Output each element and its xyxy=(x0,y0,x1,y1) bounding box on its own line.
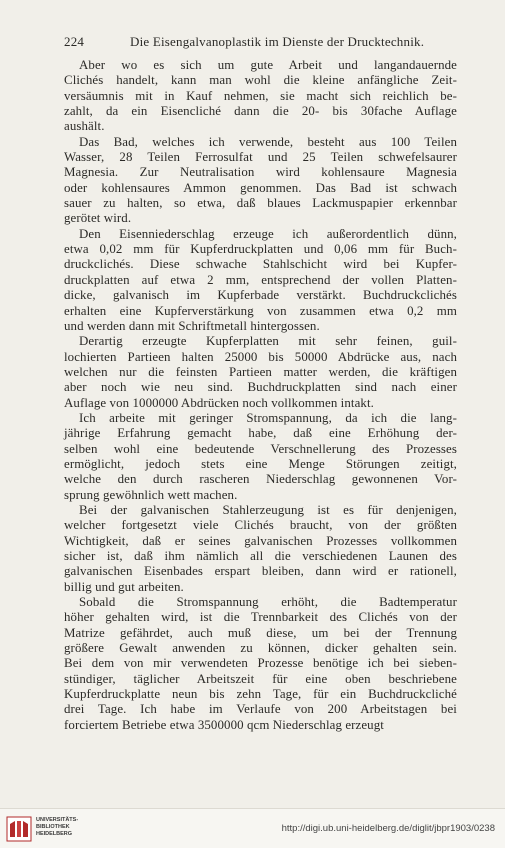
text-line: Auflage von 1000000 Abdrücken noch vollkommen intakt. xyxy=(64,395,374,410)
text-line: sicher ist, daß ihm nämlich all die verschiedenen Launen des xyxy=(64,549,457,563)
text-line: Derartig erzeugte Kupferplatten mit sehr feinen, guil- xyxy=(79,334,457,349)
text-line: jährige Erfahrung gemacht habe, daß eine Erhöhung der- xyxy=(64,426,457,441)
text-line: Ich arbeite mit geringer Stromspannung, da ich die lang- xyxy=(79,410,457,425)
paragraph xyxy=(64,135,457,227)
text-line: etwa 0,02 mm für Kupferdruckplatten und 0,06 mm für Buch- xyxy=(64,242,457,257)
text-line: Kupferdruckplatte neun bis zehn Tage, für ein Buchdruckcliché xyxy=(64,687,457,702)
library-name-line: UNIVERSITÄTS- xyxy=(36,817,79,823)
source-url-link[interactable]: http://digi.ub.uni-heidelberg.de/diglit/jbpr1903/0238 xyxy=(281,823,495,834)
library-name xyxy=(36,817,78,838)
text-line: gerötet wird. xyxy=(64,211,132,226)
text-line: größere Gewalt anwenden zu können, dicker gehalten sein. xyxy=(64,641,457,656)
text-line: versäumnis mit in Kauf nehmen, sie macht sich reichlich be- xyxy=(64,88,457,103)
paragraph xyxy=(64,227,457,334)
text-line: druckclichés. Diese schwache Stahlschicht wird bei Kupfer- xyxy=(64,257,457,272)
text-line: druckplatten auf etwa 2 mm, entsprechend der vollen Platten- xyxy=(64,272,457,287)
text-line: Matrize gefährdet, auch muß diese, um bei der Trennung xyxy=(64,625,457,640)
text-line: stündiger, täglicher Arbeitszeit für eine oben beschriebene xyxy=(64,671,457,686)
text-line: Sobald die Stromspannung erhöht, die Badtemperatur xyxy=(79,595,457,610)
text-line: Bei der galvanischen Stahlerzeugung ist es für denjenigen, xyxy=(79,502,457,517)
text-line: zahlt, da ein Eisencliché dann die 20- bis 30fache Auflage xyxy=(64,104,457,119)
text-line: Magnesia. Zur Neutralisation wird kohlensaure Magnesia xyxy=(64,165,457,180)
text-line: und werden dann mit Schriftmetall hintergossen. xyxy=(64,318,320,333)
text-line: Aber wo es sich um gute Arbeit und langandauernde xyxy=(79,58,457,72)
text-line: lochierten Partieen halten 25000 bis 50000 Abdrücke aus, nach xyxy=(64,349,457,364)
text-line: welchen nur die feinsten Partieen matter werden, die kräftigen xyxy=(64,364,457,379)
text-line: aushält. xyxy=(64,119,105,134)
text-line: selben wohl eine bedeutende Verschnellerung des Prozesses xyxy=(64,441,457,456)
running-title: Die Eisengalvanoplastik im Dienste der Drucktechnik. xyxy=(130,34,425,49)
paragraph xyxy=(64,411,457,503)
text-line: forciertem Betriebe etwa 3500000 qcm Niederschlag erzeugt xyxy=(64,717,384,732)
text-line: billig und gut arbeiten. xyxy=(64,579,184,594)
text-line: höher gehalten wird, ist die Trennbarkeit des Clichés von der xyxy=(64,610,457,625)
library-name-line: HEIDELBERG xyxy=(36,831,73,837)
text-line: galvanischen Eisenbades erspart bleiben, dann wird er rationell, xyxy=(64,564,457,579)
text-line: Wasser, 28 Teilen Ferrosulfat und 25 Teilen schwefelsaurer xyxy=(64,150,457,165)
text-line: dicke, galvanisch im Kupferbade verstärkt. Buchdruckclichés xyxy=(64,288,457,303)
paragraph xyxy=(64,503,457,595)
text-line: oder kohlensaures Ammon genommen. Das Bad ist schwach xyxy=(64,180,457,195)
text-line: Den Eisenniederschlag erzeuge ich außerordentlich dünn, xyxy=(79,226,457,241)
text-line: erhalten eine Kupferverstärkung von zusammen etwa 0,2 mm xyxy=(64,303,457,318)
text-line: Das Bad, welches ich verwende, besteht aus 100 Teilen xyxy=(79,134,457,149)
text-line: drei Tage. Ich habe im Verlaufe von 200 Arbeitstagen bei xyxy=(64,702,457,717)
text-line: welche den durch rascheren Niederschlag gewonnenen Vor- xyxy=(64,472,457,487)
footer-bar xyxy=(0,808,505,848)
paragraph xyxy=(64,58,457,135)
text-line: Wichtigkeit, daß er seines galvanischen Prozesses vollkommen xyxy=(64,533,457,548)
text-line: Bei dem von mir verwendeten Prozesse benötige ich bei sieben- xyxy=(64,656,457,671)
page-number: 224 xyxy=(64,34,85,49)
university-library-logo-icon xyxy=(6,816,32,842)
text-line: aber noch wie neu sind. Buchdruckplatten sind nach einer xyxy=(64,380,457,395)
text-line: sprung gewöhnlich wett machen. xyxy=(64,487,238,502)
paragraph xyxy=(64,595,457,733)
library-name-line: BIBLIOTHEK xyxy=(36,824,70,830)
text-line: welcher fortgesetzt viele Clichés braucht, von der größten xyxy=(64,518,457,533)
text-line: sauer zu halten, so etwa, daß blaues Lackmuspapier erkennbar xyxy=(64,196,457,211)
text-line: Clichés handelt, kann man wohl die kleine anfängliche Zeit- xyxy=(64,73,457,88)
paragraph xyxy=(64,334,457,411)
text-line: ermöglicht, jedoch stets eine Menge Störungen zeitigt, xyxy=(64,456,457,471)
body-text xyxy=(64,58,457,733)
